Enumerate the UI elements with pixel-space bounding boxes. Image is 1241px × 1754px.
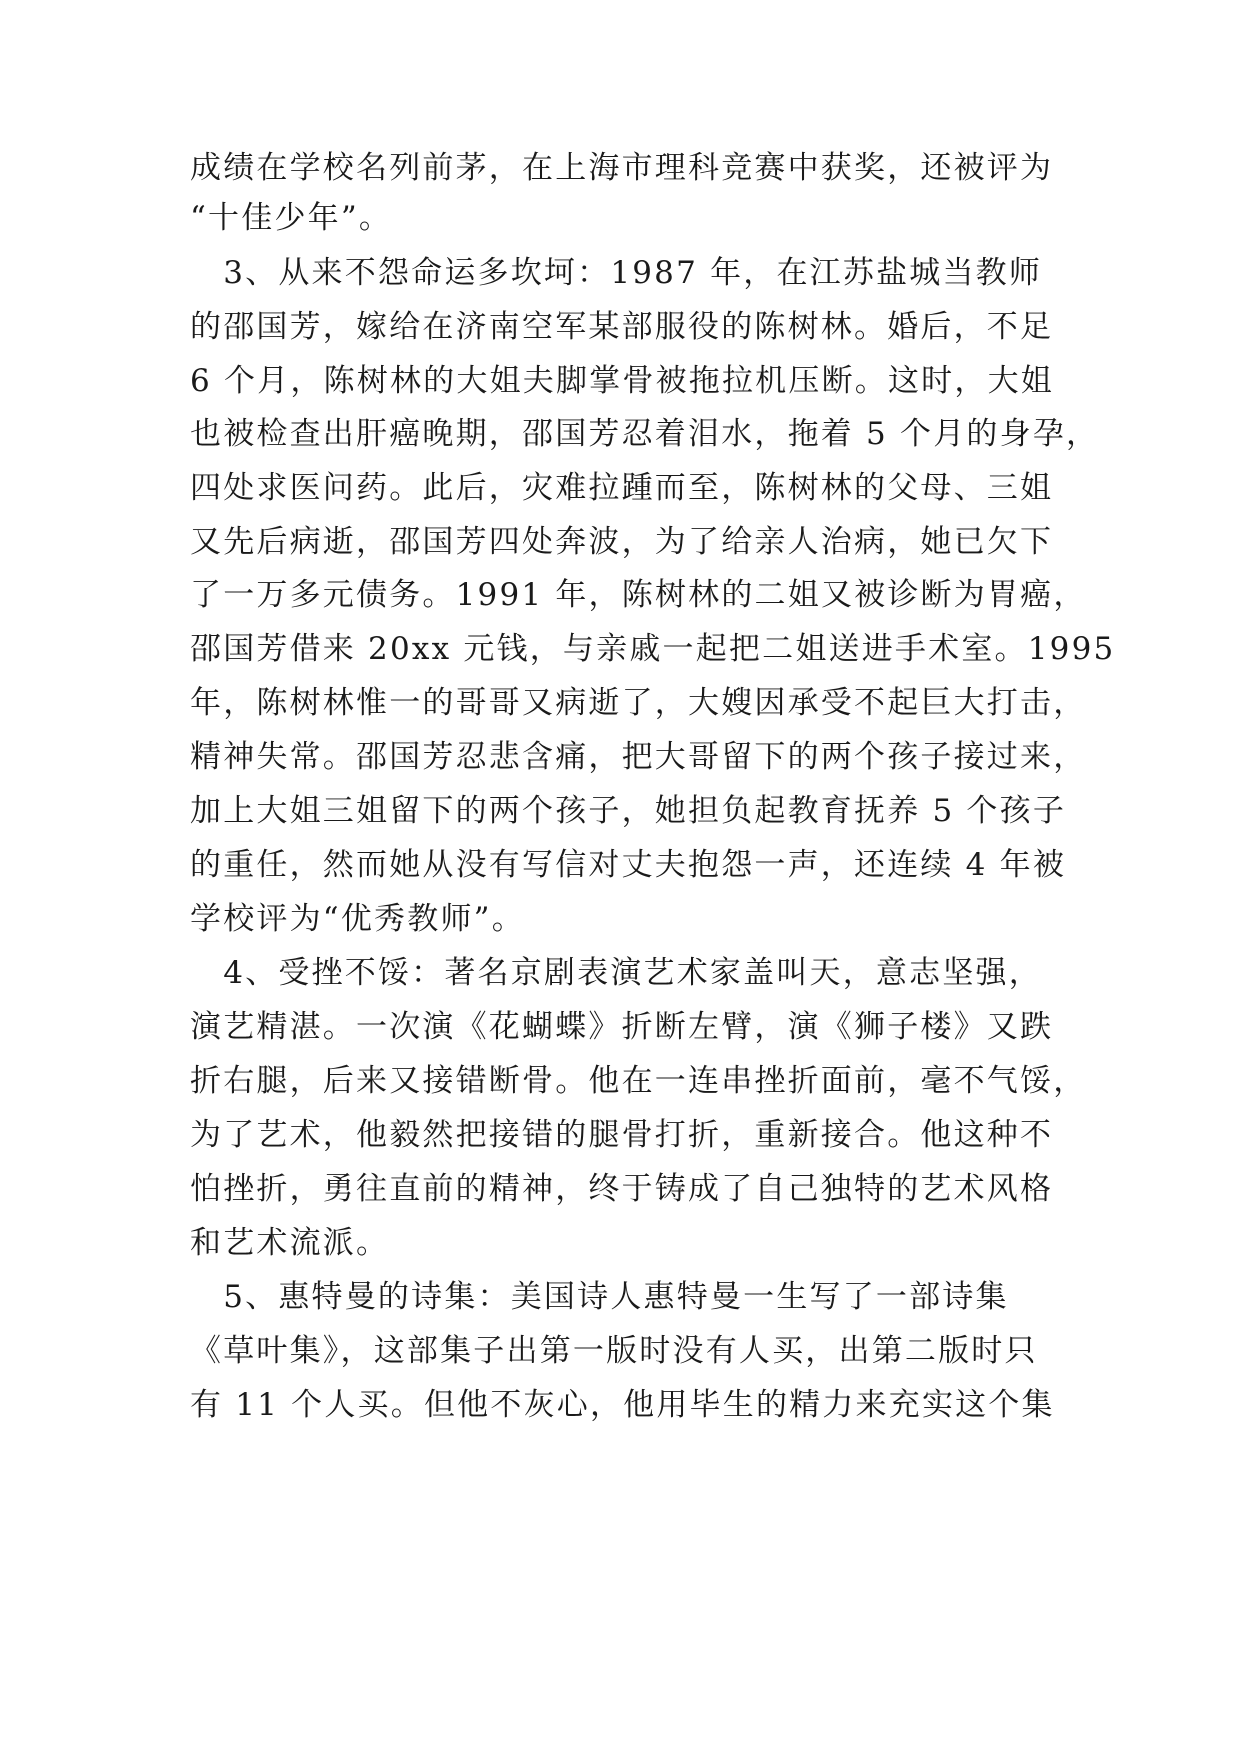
text-line: 的邵国芳，嫁给在济南空军某部服役的陈树林。婚后，不足: [190, 309, 1054, 345]
text-line: 怕挫折，勇往直前的精神，终于铸成了自己独特的艺术风格: [190, 1171, 1054, 1207]
text-line: 演艺精湛。一次演《花蝴蝶》折断左臂，演《狮子楼》又跌: [190, 1009, 1054, 1045]
text-line: 学校评为“优秀教师”。: [190, 901, 525, 937]
text-line: 折右腿，后来又接错断骨。他在一连串挫折面前，毫不气馁，: [190, 1063, 1087, 1099]
text-line: 邵国芳借来 20xx 元钱，与亲戚一起把二姐送进手术室。1995: [190, 631, 1116, 667]
text-line: 又先后病逝，邵国芳四处奔波，为了给亲人治病，她已欠下: [190, 524, 1054, 560]
text-line: 6 个月，陈树林的大姐夫脚掌骨被拖拉机压断。这时，大姐: [190, 363, 1054, 399]
text-line: 有 11 个人买。但他不灰心，他用毕生的精力来充实这个集: [190, 1387, 1055, 1423]
text-line: 为了艺术，他毅然把接错的腿骨打折，重新接合。他这种不: [190, 1117, 1054, 1153]
text-line: 5、惠特曼的诗集：美国诗人惠特曼一生写了一部诗集: [190, 1279, 1009, 1315]
text-line: 《草叶集》，这部集子出第一版时没有人买，出第二版时只: [190, 1333, 1038, 1369]
text-line: “十佳少年”。: [190, 200, 393, 236]
text-line: 的重任，然而她从没有写信对丈夫抱怨一声，还连续 4 年被: [190, 847, 1067, 883]
text-line: 精神失常。邵国芳忍悲含痛，把大哥留下的两个孩子接过来，: [190, 739, 1087, 775]
text-line: 3、从来不怨命运多坎坷：1987 年，在江苏盐城当教师: [190, 255, 1043, 291]
text-line: 4、受挫不馁：著名京剧表演艺术家盖叫天，意志坚强，: [190, 955, 1042, 991]
text-line: 年，陈树林惟一的哥哥又病逝了，大嫂因承受不起巨大打击，: [190, 685, 1087, 721]
text-line: 成绩在学校名列前茅，在上海市理科竞赛中获奖，还被评为: [190, 150, 1054, 186]
text-line: 了一万多元债务。1991 年，陈树林的二姐又被诊断为胃癌，: [190, 577, 1087, 613]
text-line: 也被检查出肝癌晚期，邵国芳忍着泪水，拖着 5 个月的身孕，: [190, 416, 1100, 452]
text-line: 加上大姐三姐留下的两个孩子，她担负起教育抚养 5 个孩子: [190, 793, 1067, 829]
text-line: 四处求医问药。此后，灾难拉踵而至，陈树林的父母、三姐: [190, 470, 1054, 506]
text-line: 和艺术流派。: [190, 1225, 390, 1261]
